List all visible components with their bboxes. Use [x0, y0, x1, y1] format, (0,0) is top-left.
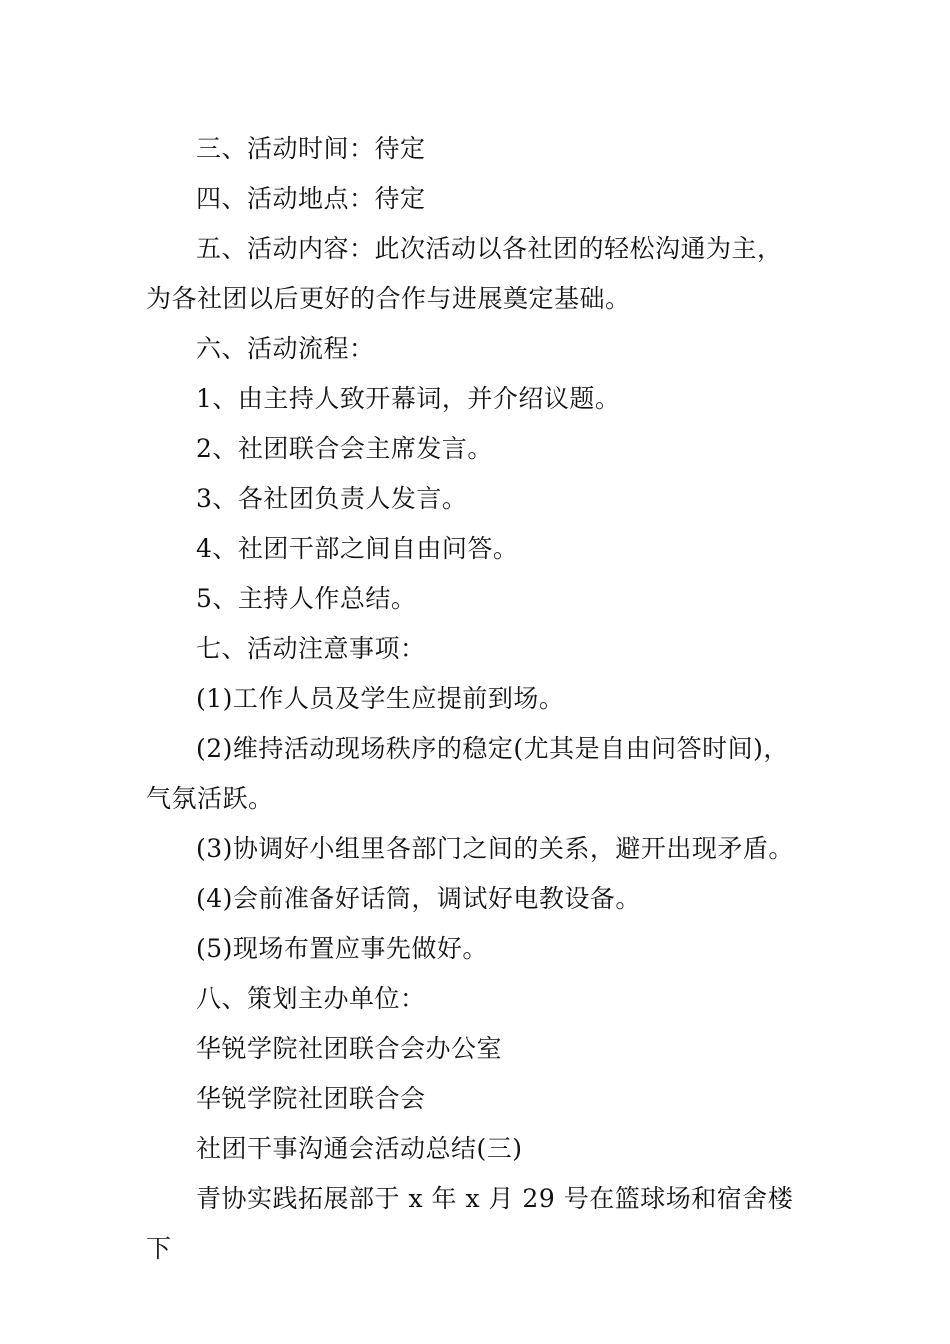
document-body — [146, 124, 806, 1274]
paragraph: 华锐学院社团联合会 — [196, 1084, 426, 1113]
paragraph: 三、活动时间：待定 — [196, 134, 426, 163]
paragraph: (1)工作人员及学生应提前到场。 — [196, 684, 565, 713]
paragraph: 五、活动内容：此次活动以各社团的轻松沟通为主，为各社团以后更好的合作与进展奠定基础。 — [146, 234, 783, 313]
paragraph: (3)协调好小组里各部门之间的关系，避开出现矛盾。 — [196, 834, 794, 863]
paragraph: (2)维持活动现场秩序的稳定(尤其是自由问答时间)，气氛活跃。 — [146, 734, 789, 813]
paragraph: 5、主持人作总结。 — [196, 584, 417, 613]
paragraph: (4)会前准备好话筒，调试好电教设备。 — [196, 884, 641, 913]
paragraph: 四、活动地点：待定 — [196, 184, 426, 213]
paragraph: (5)现场布置应事先做好。 — [196, 934, 488, 963]
paragraph: 八、策划主办单位： — [196, 984, 426, 1013]
paragraph: 青协实践拓展部于 x 年 x 月 29 号在篮球场和宿舍楼下 — [146, 1184, 794, 1263]
paragraph: 七、活动注意事项： — [196, 634, 426, 663]
paragraph: 3、各社团负责人发言。 — [196, 484, 468, 513]
paragraph: 1、由主持人致开幕词，并介绍议题。 — [196, 384, 621, 413]
paragraph: 4、社团干部之间自由问答。 — [196, 534, 519, 563]
paragraph: 社团干事沟通会活动总结(三) — [196, 1134, 523, 1163]
paragraph: 2、社团联合会主席发言。 — [196, 434, 493, 463]
paragraph: 华锐学院社团联合会办公室 — [196, 1034, 503, 1063]
paragraph: 六、活动流程： — [196, 334, 375, 363]
